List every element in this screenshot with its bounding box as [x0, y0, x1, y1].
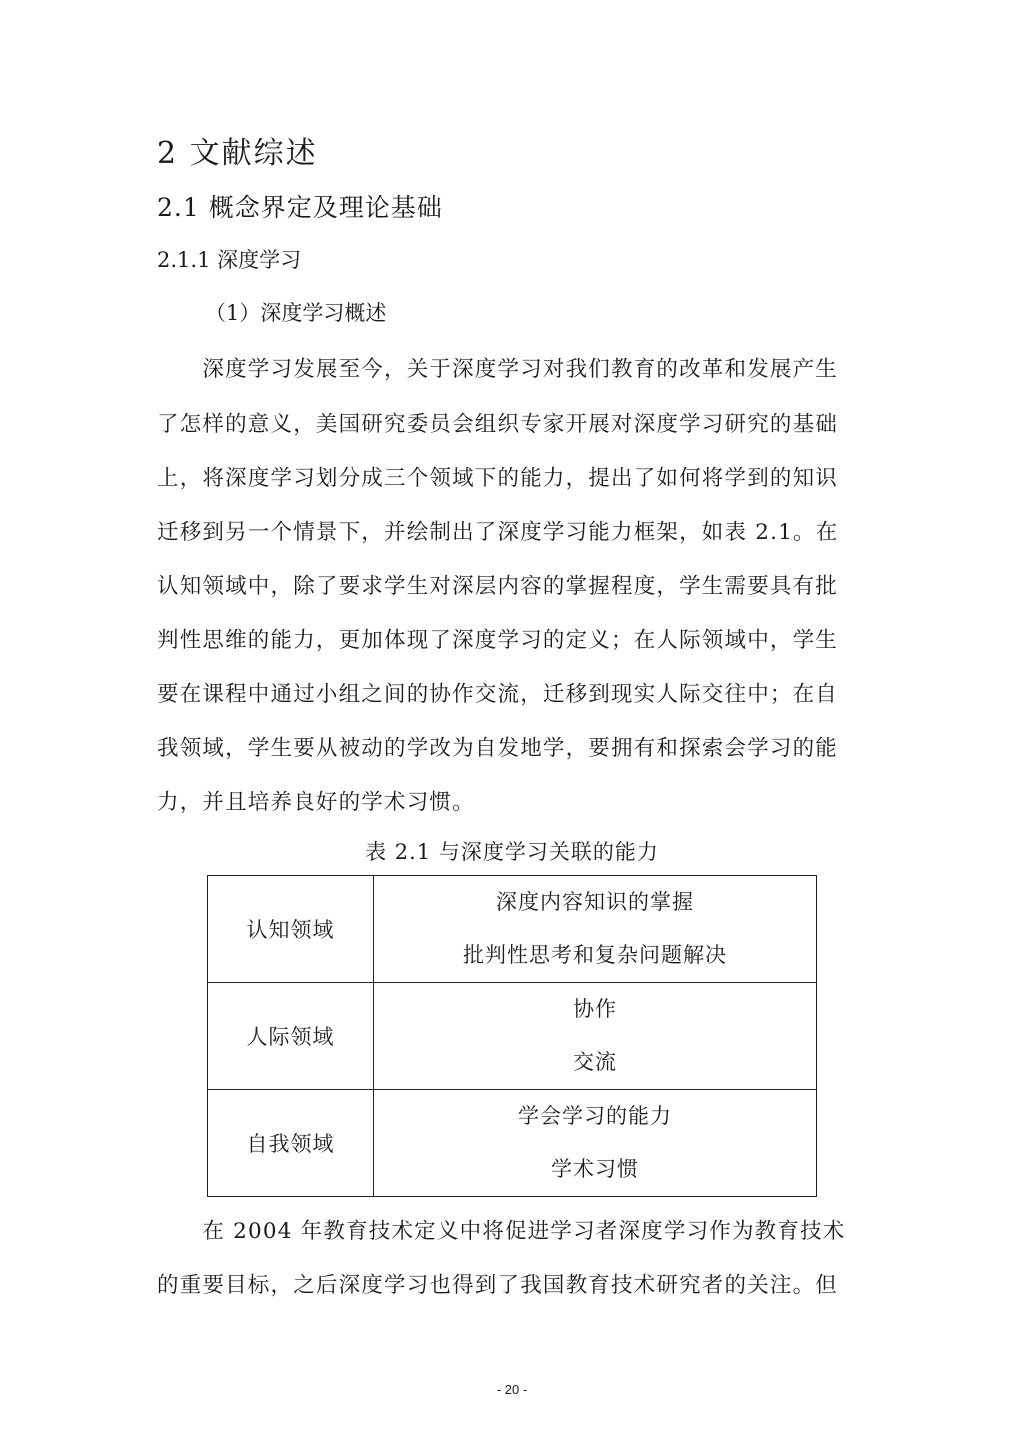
subsection-heading: 2.1.1 深度学习 — [157, 248, 302, 272]
ability-item: 批判性思考和复杂问题解决 — [463, 943, 727, 967]
table-row — [208, 876, 817, 983]
abilities-cell — [374, 876, 817, 983]
section-heading: 2.1 概念界定及理论基础 — [157, 193, 443, 222]
abilities-table — [207, 875, 817, 1197]
domain-cell: 认知领域 — [208, 876, 374, 983]
abilities-cell — [374, 983, 817, 1090]
paragraph-line: 在 2004 年教育技术定义中将促进学习者深度学习作为教育技术 — [157, 1219, 846, 1244]
ability-item: 学术习惯 — [551, 1157, 639, 1181]
paragraph-line: 判性思维的能力，更加体现了深度学习的定义；在人际领域中，学生 — [157, 628, 839, 653]
ability-item: 协作 — [573, 997, 617, 1021]
paragraph-line: 力，并且培养良好的学术习惯。 — [157, 790, 475, 815]
table-row — [208, 1090, 817, 1197]
paragraph-line: 深度学习发展至今，关于深度学习对我们教育的改革和发展产生 — [157, 357, 839, 382]
paragraph-line: 上，将深度学习划分成三个领域下的能力，提出了如何将学到的知识 — [157, 466, 839, 491]
page-number: - 20 - — [496, 1382, 528, 1397]
paragraph-line: 要在课程中通过小组之间的协作交流，迁移到现实人际交往中；在自 — [157, 682, 839, 707]
ability-item: 深度内容知识的掌握 — [496, 890, 694, 914]
table-row — [208, 983, 817, 1090]
paragraph-line: 认知领域中，除了要求学生对深层内容的掌握程度，学生需要具有批 — [157, 574, 839, 599]
paragraph-line: 的重要目标，之后深度学习也得到了我国教育技术研究者的关注。但 — [157, 1273, 839, 1298]
ability-item: 学会学习的能力 — [518, 1104, 672, 1128]
table-caption: 表 2.1 与深度学习关联的能力 — [365, 840, 659, 864]
ability-item: 交流 — [573, 1050, 617, 1074]
domain-cell: 人际领域 — [208, 983, 374, 1090]
paragraph-line: 了怎样的意义，美国研究委员会组织专家开展对深度学习研究的基础 — [157, 412, 839, 437]
chapter-heading: 2 文献综述 — [157, 136, 318, 171]
abilities-cell — [374, 1090, 817, 1197]
domain-cell: 自我领域 — [208, 1090, 374, 1197]
paragraph-line: 迁移到另一个情景下，并绘制出了深度学习能力框架，如表 2.1。在 — [157, 520, 839, 545]
paragraph-line: 我领域，学生要从被动的学改为自发地学，要拥有和探索会学习的能 — [157, 736, 839, 761]
subsubsection-heading: （1）深度学习概述 — [205, 301, 387, 325]
